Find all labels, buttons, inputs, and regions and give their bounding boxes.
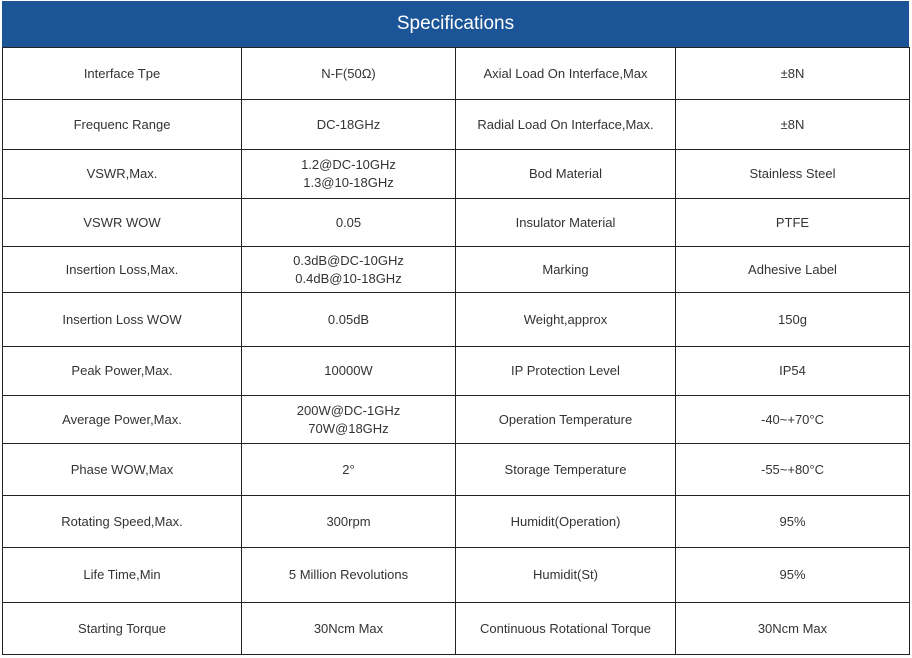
- value-line: 10000W: [324, 363, 373, 378]
- parameter-value-cell: [242, 150, 456, 199]
- parameter-name-cell: Weight,approx: [456, 293, 676, 347]
- parameter-value-cell: Stainless Steel: [676, 150, 910, 199]
- parameter-value-cell: [242, 293, 456, 347]
- parameter-name-cell: Marking: [456, 247, 676, 293]
- parameter-value-cell: [242, 48, 456, 100]
- parameter-value-cell: 30Ncm Max: [676, 603, 910, 655]
- parameter-value-cell: [242, 444, 456, 496]
- parameter-name-cell: Rotating Speed,Max.: [3, 496, 242, 548]
- parameter-name-cell: Insertion Loss,Max.: [3, 247, 242, 293]
- specifications-panel: [2, 1, 909, 655]
- parameter-value-cell: [242, 347, 456, 396]
- parameter-value-cell: -40~+70°C: [676, 396, 910, 444]
- parameter-value-cell: -55~+80°C: [676, 444, 910, 496]
- parameter-value-cell: [242, 247, 456, 293]
- table-row: [3, 293, 910, 347]
- value-line: 0.4dB@10-18GHz: [295, 270, 402, 286]
- value-line: 200W@DC-1GHz: [296, 402, 401, 418]
- parameter-value-cell: [242, 396, 456, 444]
- table-row: [3, 150, 910, 199]
- parameter-name-cell: Frequenc Range: [3, 100, 242, 150]
- parameter-name-cell: Starting Torque: [3, 603, 242, 655]
- parameter-value-cell: 95%: [676, 496, 910, 548]
- value-line: 30Ncm Max: [313, 620, 384, 636]
- parameter-name-cell: Insulator Material: [456, 199, 676, 247]
- parameter-value-cell: [242, 603, 456, 655]
- parameter-name-cell: Radial Load On Interface,Max.: [456, 100, 676, 150]
- parameter-name-cell: Operation Temperature: [456, 396, 676, 444]
- value-line: 0.3dB@DC-10GHz: [293, 252, 404, 268]
- table-row: [3, 396, 910, 444]
- parameter-value-cell: IP54: [676, 347, 910, 396]
- parameter-name-cell: VSWR WOW: [3, 199, 242, 247]
- specifications-title: Specifications: [2, 1, 909, 47]
- parameter-value-cell: Adhesive Label: [676, 247, 910, 293]
- table-row: [3, 347, 910, 396]
- parameter-name-cell: Storage Temperature: [456, 444, 676, 496]
- table-row: [3, 247, 910, 293]
- value-line: 2°: [342, 461, 355, 477]
- parameter-name-cell: Phase WOW,Max: [3, 444, 242, 496]
- parameter-name-cell: Bod Material: [456, 150, 676, 199]
- parameter-name-cell: Humidit(Operation): [456, 496, 676, 548]
- parameter-name-cell: Average Power,Max.: [3, 396, 242, 444]
- specifications-table-body: [3, 48, 910, 655]
- value-line: 1.3@10-18GHz: [303, 175, 394, 190]
- parameter-value-cell: [242, 548, 456, 603]
- parameter-name-cell: Continuous Rotational Torque: [456, 603, 676, 655]
- value-line: 0.05dB: [327, 311, 370, 327]
- parameter-name-cell: IP Protection Level: [456, 347, 676, 396]
- parameter-value-cell: 95%: [676, 548, 910, 603]
- specifications-table: [2, 47, 910, 655]
- table-row: [3, 496, 910, 548]
- parameter-value-cell: ±8N: [676, 48, 910, 100]
- parameter-name-cell: VSWR,Max.: [3, 150, 242, 199]
- table-row: [3, 603, 910, 655]
- parameter-value-cell: PTFE: [676, 199, 910, 247]
- value-line: N-F(50Ω): [321, 65, 376, 81]
- parameter-name-cell: Peak Power,Max.: [3, 347, 242, 396]
- table-row: [3, 48, 910, 100]
- parameter-value-cell: ±8N: [676, 100, 910, 150]
- table-row: [3, 548, 910, 603]
- parameter-name-cell: Life Time,Min: [3, 548, 242, 603]
- parameter-value-cell: [242, 100, 456, 150]
- parameter-name-cell: Axial Load On Interface,Max: [456, 48, 676, 100]
- table-row: [3, 199, 910, 247]
- parameter-name-cell: Humidit(St): [456, 548, 676, 603]
- table-row: [3, 100, 910, 150]
- parameter-value-cell: [242, 496, 456, 548]
- value-line: 5 Million Revolutions: [288, 567, 409, 582]
- table-row: [3, 444, 910, 496]
- value-line: 70W@18GHz: [308, 420, 389, 436]
- parameter-name-cell: Interface Tpe: [3, 48, 242, 100]
- value-line: 1.2@DC-10GHz: [301, 157, 396, 172]
- parameter-name-cell: Insertion Loss WOW: [3, 293, 242, 347]
- value-line: 0.05: [335, 214, 362, 230]
- value-line: DC-18GHz: [316, 116, 381, 132]
- value-line: 300rpm: [326, 513, 371, 529]
- parameter-value-cell: 150g: [676, 293, 910, 347]
- parameter-value-cell: [242, 199, 456, 247]
